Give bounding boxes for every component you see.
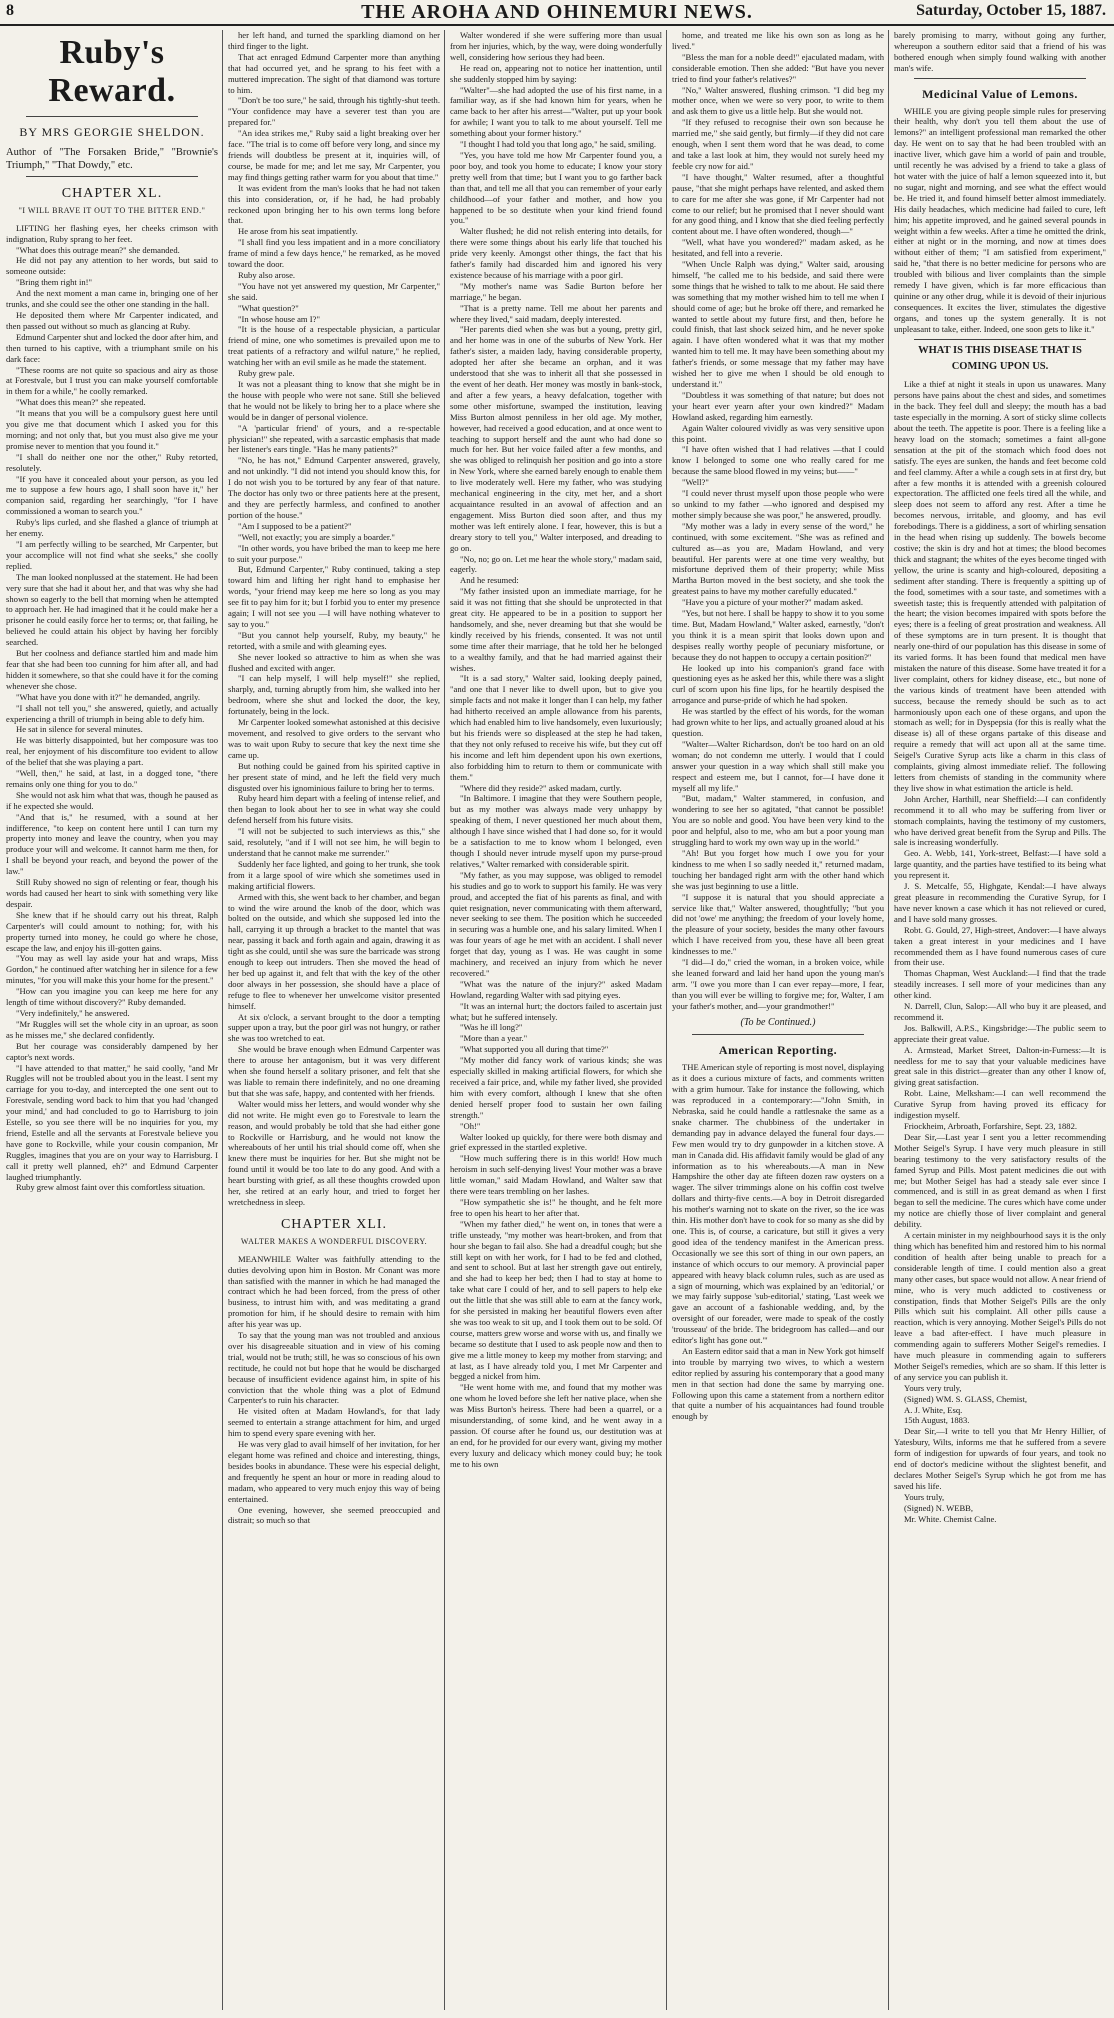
paragraph: Ruby grew almost faint over this comfortless situation.: [16, 1182, 206, 1193]
paragraph: "I thought I had told you that long ago," he said, smiling.: [460, 139, 657, 150]
paragraph: He was startled by the effect of his words, for the woman had grown white to her lips, and actually groaned aloud at his question.: [672, 706, 884, 738]
paragraph: Friockheim, Arbroath, Forfarshire, Sept. 23, 1882.: [904, 1121, 1078, 1131]
paragraph: "He went home with me, and found that my mother was one whom he loved before she left her native place, when she was Miss Burton's heiress. There had been a quarrel, or a misunderstanding, of some kind, and he went away in a passion. Of course after he found us, our destitution was at an end, for he provided for our every want, giving my mother every luxury and delicacy which money could buy; he took me to his own: [450, 1382, 662, 1469]
story-byline: BY MRS GEORGIE SHELDON.: [19, 125, 205, 139]
paragraph: "It is the house of a respectable physician, a particular friend of mine, one who sometimes is prevailed upon me to treat patients of a refractory and wilful nature," he replied, watching her with an evil smile as he made the statement.: [228, 324, 440, 368]
paragraph: "I did—I do," cried the woman, in a broken voice, while she leaned forward and laid her hand upon the young man's arm. "I owe you more than I can ever repay—more, I fear, than you will ever be willing to forgive me; for, Walter, I am your father's mother, and—your grandmother!": [672, 957, 884, 1011]
paragraph: That act enraged Edmund Carpenter more than anything that had occurred yet, and he sprang to his feet with a muttered imprecation. The sight of that diamond was torture to him.: [228, 51, 440, 95]
paragraph: "A 'particular friend' of yours, and a re-spectable physician!" she repeated, with a sarcastic emphasis that made her listener's ears tingle. "Has he many patients?": [228, 422, 440, 455]
paragraph: Mr. White. Chemist Calne.: [904, 1513, 997, 1524]
paragraph: "How can you imagine you can keep me here for any length of time without discovery?" Ruby demanded.: [6, 986, 218, 1008]
paragraph: It was evident from the man's looks that he had not taken this into consideration, or, if he had, he had probably reckoned upon bringing her to his own terms long before that.: [228, 182, 440, 226]
paragraph: N. Darrell, Clun, Salop:—All who buy it are pleased, and recommend it.: [894, 1001, 1106, 1022]
paragraph: "These rooms are not quite so spacious and airy as those at Forestvale, but I trust you can make yourself comfortable in them for a while," he coolly remarked.: [6, 364, 218, 397]
story-credits: Author of "The Forsaken Bride," "Brownie's Triumph," "That Dowdy," etc.: [6, 146, 218, 171]
paragraph: Walter looked up quickly, for there were both dismay and grief expressed in the startled expletive.: [450, 1131, 662, 1153]
paragraph: "In Baltimore. I imagine that they were Southern people, but as my mother was always made very unhappy by speaking of them, I never questioned her much about them, although I have since wished that I had done so, for it would be a satisfaction to me to know whom I belonged, even though I should never intrude myself upon my purse-proud relatives," Walter remarked with considerable spirit.: [450, 793, 662, 869]
paragraph: And the next moment a man came in, bringing one of her trunks, and she could see the other one standing in the hall.: [6, 288, 218, 310]
page-number: 8: [6, 2, 14, 19]
paragraph: But her coolness and defiance startled him and made him fear that she had been too cunning for him after all, and had hidden it somewhere, so that she could have it for the coming whenever she chose.: [6, 648, 218, 691]
paragraph: 15th August, 1883.: [904, 1415, 970, 1426]
paragraph: "I am perfectly willing to be searched, Mr Carpenter, but your accomplice will not find what she seeks," she coolly replied.: [6, 539, 218, 571]
paragraph: "How much suffering there is in this world! How much heroism in such self-denying lives! Your mother was a brave little woman," said Madam Howland, and Walter saw that there were tears trembling on her lashes.: [450, 1153, 662, 1197]
paragraph: Thomas Chapman, West Auckland:—I find that the trade steadily increases. I sell more of your medicines than any other kind.: [894, 968, 1106, 1001]
section-rule: [914, 339, 1086, 340]
paragraph: Dear Sir,—I write to tell you that Mr Henry Hillier, of Yatesbury, Wilts, informs me that he suffered from a severe form of indigestion for upwards of four years, and took no end of doctor's medicine without the slightest benefit, and declares Mother Seigel's Syrup which he got from me has saved his life.: [894, 1426, 1106, 1491]
paragraph: "In whose house am I?": [238, 313, 320, 324]
paragraph: "My mother did fancy work of various kinds; she was especially skilled in making artificial flowers, for which she received a fair price, and, while my father lived, she provided him with every comfort, although I knew that she often denied herself proper food to sustain her own failing strength.": [450, 1055, 662, 1120]
paragraph: home, and treated me like his own son as long as he lived.": [672, 30, 884, 51]
paragraph: "Doubtless it was something of that nature; but does not your heart ever yearn after your own kindred?" Madam Howland asked, regarding him earnestly.: [672, 389, 884, 422]
paragraph: Suddenly her face lighted, and going to her trunk, she took from it a large spool of wire which she sometimes used in making artificial flowers.: [228, 858, 440, 891]
paragraph: "I have thought," Walter resumed, after a thoughtful pause, "that she might perhaps have relented, and asked them to care for me after she was gone, if Mr Carpenter had not come to our relief; but he promised that I never should want for any good thing, and I know that she died feeling perfectly content about me. I have often wondered, though—": [672, 171, 884, 237]
paragraph: "No, no; go on. Let me hear the whole story," madam said, eagerly.: [450, 553, 662, 575]
paragraph: "Don't be too sure," he said, through his tightly-shut teeth. "Your confidence may have a severer test than you are prepared for.": [228, 95, 440, 128]
paragraph: "In other words, you have bribed the man to keep me here to suit your purpose.": [228, 542, 440, 564]
paragraph: "Mr Ruggles will set the whole city in an uproar, as soon as he misses me," she declared confidently.: [6, 1018, 218, 1040]
column-4: [672, 30, 884, 2010]
paragraph: "But, madam," Walter stammered, in confusion, and wondering to see her so agitated, "that cannot be possible! You are so noble and good. You have been very kind to the poor and helpful, also to me, who am but a poor young man struggling hard to work my own way up in the world.": [672, 793, 884, 848]
paragraph: He was bitterly disappointed, but her composure was too real, her enjoyment of his discomfiture too evident to allow of the belief that she was playing a part.: [6, 735, 218, 768]
paragraph: "But you cannot help yourself, Ruby, my beauty," he retorted, with a smile and with gleaming eyes.: [228, 629, 440, 651]
column-rule: [444, 30, 445, 2010]
paragraph: He deposited them where Mr Carpenter indicated, and then passed out without so much as glancing at Ruby.: [6, 309, 218, 331]
paragraph: He was very glad to avail himself of her invitation, for her elegant home was refined and choice and interesting, things, besides books in abundance. These were his especial delight, and frequently he spent an hour or more in reading aloud to madam, who appeared to very much enjoy this way of being entertained.: [228, 1439, 440, 1504]
disease-heading-2: COMING UPON US.: [951, 361, 1049, 373]
paragraph: "I have often wished that I had relatives —that I could know I belonged to some one who really cared for me because the same blood flowed in my veins; but——": [672, 444, 884, 477]
paragraph: He looked up into his companion's grand face with questioning eyes as he asked her this, while there was a slight curl of scorn upon his fine lips, for he heartily despised the arrogance and purse-pride of which he had spoken.: [672, 662, 884, 706]
column-4-body: [672, 30, 884, 1012]
paragraph: A certain minister in my neighbourhood says it is the only thing which has benefited him and restored him to his normal condition of health after being unable to preach for a considerable length of time. I could mention also a great many other cases, but space would not allow. A near friend of mine, who is very much addicted to costiveness or constipation, finds that Mother Seigel's Pills are the only Pills which suit his complaint. All other pills cause a reaction, which is very annoying. Mother Seigel's Pills do not leave a bad after-effect. I have much pleasure in commending again to sufferers Mother Seigel's remedies. I have much pleasure in commending again to sufferers Mother Seigel's remedies, which are so sham. If this letter is of any service you can publish it.: [894, 1230, 1106, 1382]
paragraph: "Oh!": [460, 1120, 481, 1131]
disease-body: [894, 379, 1106, 1524]
paragraph: At six o'clock, a servant brought to the door a tempting supper upon a tray, but the poor girl was not hungry, or rather she was too wretched to eat.: [228, 1011, 440, 1044]
paragraph: Yours very truly,: [904, 1382, 962, 1393]
paragraph: J. S. Metcalfe, 55, Highgate, Kendal:—I have always great pleasure in recommending the Curative Syrup, for I have never known a case which it has not relieved or cured, and I have sold many grosses.: [894, 881, 1106, 924]
paragraph: "What does this outrage mean?" she demanded.: [16, 244, 180, 255]
paper-title: THE AROHA AND OHINEMURI NEWS.: [361, 1, 753, 23]
paragraph: "And that is," he resumed, with a sound at her indifference, "to keep on content here until I can turn my property into money and leave the country, when you may produce your will and welcome. It cannot harm me then, for I shall be beyond your reach, and beyond the power of the law.": [6, 811, 218, 877]
masthead: [0, 0, 1114, 26]
chapter-subheading-2: WALTER MAKES A WONDERFUL DISCOVERY.: [240, 1236, 428, 1246]
paragraph: "I shall not tell you," she answered, quietly, and actually experiencing a thrill of triumph in being able to defy him.: [6, 702, 218, 724]
paragraph: "My mother was a lady in every sense of the word," he continued, with some excitement. "She was as refined and cultured as—as you are, Madam Howland, and very beautiful. Her parents were at one time very wealthy, but misfortune deprived them of their property; while Miss Martha Burton moved in the best society, and she took the greatest pains to have my mother carefully educated.": [672, 520, 884, 597]
paragraph: "What supported you all during that time?": [460, 1044, 609, 1055]
paragraph: "What question?": [238, 302, 299, 313]
column-rule: [666, 30, 667, 2010]
paragraph: "Bless the man for a noble deed!" ejaculated madam, with considerable emotion. Then she added: "But have you never tried to find your father's relatives?": [672, 51, 884, 84]
paragraph: To say that the young man was not troubled and anxious over his disagreeable situation and in view of his coming trial, would not be truth; still, he was so conscious of his own rectitude, he could not but hope that he would be discharged because of insufficient evidence against him, in spite of his conviction that the whole thing was a plot of Edmund Carpenter's to ruin his character.: [228, 1330, 440, 1406]
section-rule: [692, 1034, 864, 1035]
paragraph: He read on, appearing not to notice her inattention, until she suddenly stopped him by saying:: [450, 62, 662, 84]
paragraph: Walter wondered if she were suffering more than usual from her injuries, which, by the way, were doing wonderfully well, considering how serious they had been.: [450, 30, 662, 62]
paragraph: "You have not yet answered my question, Mr Carpenter," she said.: [228, 280, 440, 302]
disease-heading-1: WHAT IS THIS DISEASE THAT IS: [918, 344, 1082, 356]
paragraph: Jos. Balkwill, A.P.S., Kingsbridge:—The public seem to appreciate their great value.: [894, 1022, 1106, 1044]
paragraph: He sat in silence for several minutes.: [16, 724, 143, 735]
paragraph: "Have you a picture of your mother?" madam asked.: [682, 597, 863, 608]
paragraph: But her courage was considerably dampened by her captor's next words.: [6, 1040, 218, 1062]
paragraph: "Am I supposed to be a patient?": [238, 520, 352, 531]
column-2-body: [228, 30, 440, 1208]
paragraph: "Was he ill long?": [460, 1022, 523, 1033]
paragraph: "Walter"—she had adopted the use of his first name, in a familiar way, as if she had known him for years, when he came back to her after his arrest—"Walter, put up your book for awhile; I want you to talk to me about yourself. Tell me something about your former history.": [450, 84, 662, 139]
paragraph: LIFTING her flashing eyes, her cheeks crimson with indignation, Ruby sprang to her feet.: [6, 222, 218, 244]
paragraph: "It means that you will be a compulsory guest here until you give me that document which I asked you for this morning; and not only that, but you must also give me your promise never to mention that you found it.": [6, 408, 218, 451]
paragraph: "Very indefinitely," he answered.: [16, 1007, 130, 1018]
paragraph: "No," Walter answered, flushing crimson. "I did beg my mother once, when we were so very poor, to write to them and ask them to give us a little help. But she would not.: [672, 84, 884, 117]
paragraph: "Well, then," he said, at last, in a dogged tone, "there remains only one thing for you to do.": [6, 768, 218, 789]
paragraph: (Signed) WM. S. GLASS, Chemist,: [904, 1393, 1028, 1404]
column-2: [228, 30, 440, 2010]
paragraph: She never looked so attractive to him as when she was flushed and excited with anger.: [228, 651, 440, 673]
section-rule: [914, 78, 1086, 79]
paragraph: "More than a year.": [460, 1033, 528, 1044]
paragraph: "What was the nature of the injury?" asked Madam Howland, regarding Walter with sad pitying eyes.: [450, 978, 662, 1000]
paragraph: "I have attended to that matter," he said coolly, "and Mr Ruggles will not be troubled about you in the least. I sent my carriage for you to-day, and intercepted the one sent out to Forestvale, sending word back to him that you had 'changed your mind,' and had concluded to go to Harrisburg to join Estelle, so you see there will be no inquiries for you, my friend, Estelle and all the servants at Forestvale believe you have gone to Rockville, while your cousin companion, Mr Ruggles, imagines that you are on your way to Harrisburg. I call it pretty well planned, eh?" and Edmund Carpenter laughed triumphantly.: [6, 1062, 218, 1182]
paragraph: "No, he has not," Edmund Carpenter answered, gravely, and not unkindly. "I did not intend you should know this, for I do not wish you to be tortured by any fear of that nature. The doctor has only two or three patients here at the present, and they are perfectly harmless, and confined to another portion of the house.": [228, 455, 440, 520]
lemons-heading: Medicinal Value of Lemons.: [922, 86, 1078, 101]
paragraph: "I suppose it is natural that you should appreciate a service like that," Walter answered, thoughtfully; "but you did not 'owe' me anything; the freedom of your lovely home, the pleasure of your society, besides the many other favours which I have received from you, these have all been great kindnesses to me.": [672, 891, 884, 957]
paragraph: "I shall find you less impatient and in a more conciliatory frame of mind a few days hence," he remarked, as he moved toward the door.: [228, 237, 440, 270]
paragraph: "I shall do neither one nor the other," Ruby retorted, resolutely.: [6, 451, 218, 473]
paragraph: Geo. A. Webb, 141, York-street, Belfast:—I have sold a large quantity, and the parties have testified to its being what you represent it.: [894, 848, 1106, 881]
column-5: [894, 30, 1106, 2010]
paragraph: He visited often at Madam Howland's, for that lady seemed to entertain a strange attachment for him, and urged him to spend every spare evening with her.: [228, 1406, 440, 1439]
column-rule: [222, 30, 223, 2010]
paragraph: It was not a pleasant thing to know that she might be in the house with people who were not sane. Still she believed that he would not be likely to bring her to a place where she would be in danger of personal violence.: [228, 379, 440, 422]
paragraph: "Yes, but not here. I shall be happy to show it to you some time. But, Madam Howland," Walter asked, earnestly, "don't you think it is a mean spirit that looks down upon and despises really worthy people of pecuniary misfortune, or because they do not happen to occupy a certain position?": [672, 608, 884, 662]
paragraph: Ruby grew pale.: [238, 368, 295, 379]
paragraph: An Eastern editor said that a man in New York got himself into trouble by marrying two wives, to which a western editor replied by assuring his contemporary that a good many men in that section had done the same by marrying one. Following upon this came a statement from a northern editor that quite a number of his acquaintances had found trouble enough by: [672, 1345, 884, 1422]
paragraph: "Well, not exactly; you are simply a boarder.": [238, 531, 395, 542]
paragraph: She would be brave enough when Edmund Carpenter was there to arouse her antagonism, but it was very different when she found herself a solitary prisoner, and felt that she was liable to remain there indefinitely, and no one dreaming but that she was safe, happy, and contented with her friends.: [228, 1044, 440, 1098]
paragraph: "Her parents died when she was but a young, pretty girl, and her home was in one of the suburbs of New York. Her father's sister, a maiden lady, having considerable property, adopted her after she became an orphan, and it was understood that she was to inherit all that she possessed in the event of her death. Her money was mostly in bank-stock, and after a few years, a heavy defalcation, together with some other misfortune, swamped the institution, leaving Miss Burton almost penniless in her old age. My mother, however, had received a good education, and at once went to teaching to support herself and the aunt who had done so much for her. But her voice failed after a few months, and she was obliged to relinquish her position and go into a store in New York, where she earned barely enough to enable them to live moderately well. Here my father, who was studying mechanical engineering in the city, met her, and a short acquaintance resulted in an avowal of affection and an engagement. Miss Burton died soon after, and thus my mother was left entirely alone. I fear, however, this is but a dreary story to tell you," Walter interposed, and dreading to go on.: [450, 324, 662, 553]
paragraph: "That is a pretty name. Tell me about her parents and where they lived," said madam, deeply interested.: [450, 302, 662, 324]
column-5-top: barely promising to marry, without going any further, whereupon a southern editor said that a friend of his was bothered enough when simply found walking with another man's wife.: [894, 30, 1106, 73]
issue-date: Saturday, October 15, 1887.: [916, 2, 1106, 19]
paragraph: Armed with this, she went back to her chamber, and began to wind the wire around the knob of the door, which was bolted on the outside, and which she supposed led into the hall, carrying it up through a bracket to the mantel that was near, passing it back and forth again and again, drawing it as tight as she could, until she was sure the barricade was strong enough to keep out intruders. Then she moved the head of her bed up against it, and felt that with the key of the other door always in her possession, she should have a place of refuge to flee to whenever her unwelcome visitor presented himself.: [228, 891, 440, 1011]
paragraph: THE American style of reporting is most novel, displaying as it does a curious mixture of facts, and comments written with a grim humour. Take for instance the following, which was reproduced in a contemporary:—"John Smith, in Nebraska, said he could handle a rattlesnake the same as a snake charmer. The chubbiness of the undertaker in demanding pay in advance delayed the funeral four days.—Few men would try to dry gunpowder in a kitchen stove. A man in Canada did. His affidavit family would be glad of any information as to his whereabouts.—A man in New Hampshire the other day ate fifteen dozen raw oysters on a wager. The silver trimmings alone on his coffin cost twelve dollars and thirty-five cents.—A boy in Detroit disregarded his mother's warning not to skate on the river, so the ice was thin. His mother don't have to cook for so many as she did by one. This is, of course, a caricature, but still it gives a very good idea of the tendency manifest in the American press. Occasionally we see this sort of thing in our own papers, an instance of which occurs to our memory. A provincial paper appeared with heavy black column rules, such as are used as a sign of mourning, which was explained by an 'editorial,' or we may fairly suppose 'sub-editorial,' stating, 'Last week we gave an account of a fashionable wedding, and, by the oversight of our foreader, were made to speak of the costly 'trousseau' of the bride. The bridegroom has called—and our editor's light has gone out.'": [672, 1062, 884, 1346]
paragraph: Robt. Laine, Melksham:—I can well recommend the Curative Syrup from having proved its efficacy for indigestion myself.: [894, 1088, 1106, 1121]
paragraph: "It was an internal hurt; the doctors failed to ascertain just what; but he suffered intensely.: [450, 1000, 662, 1022]
paragraph: "An idea strikes me," Ruby said a light breaking over her face. "The trial is to come off before very long, and since my friends will doubtless be present at it, inquiries will, of course, be made for me; and let me say, Mr Carpenter, you may find things getting rather warm for you about that time.": [228, 128, 440, 182]
paragraph: Walter flushed; he did not relish entering into details, for there were some things about his early life that touched his pride very keenly. Amongst other things, the fact that his father's family had discarded him and ignored his very existence because of his marriage with a poor girl.: [450, 226, 662, 280]
paragraph: "Walter—Walter Richardson, don't be too hard on an old woman; do not condemn me utterly. I would that I could answer your question in a way which shall still make you respect and esteem me, but I cannot, for—I have done it myself all my life.": [672, 738, 884, 793]
paragraph: "What does this mean?" she repeated.: [16, 397, 146, 408]
paragraph: "Ah! But you forget how much I owe you for your kindness to me when I so sadly needed it," returned madam, touching her bandaged right arm with the other hand which she was just beginning to use a little.: [672, 847, 884, 891]
story-title: Ruby's Reward.: [48, 34, 176, 109]
chapter-subheading: "I WILL BRAVE IT OUT TO THE BITTER END.": [18, 205, 206, 215]
paragraph: But nothing could be gained from his spirited captive in her present state of mind, and he left the field very much disgusted over his ignominious failure to bring her to terms.: [228, 760, 440, 793]
paragraph: "You may as well lay aside your hat and wraps, Miss Gordon," he continued after watching her in silence for a few minutes, "for you will make this your home for the present.": [6, 953, 218, 986]
paragraph: Yours truly,: [904, 1491, 945, 1502]
column-2b-body: [228, 1254, 440, 1527]
paragraph: "Well, what have you wondered?" madam asked, as he hesitated, and fell into a reverie.: [672, 237, 884, 259]
paragraph: And he resumed:: [460, 575, 519, 586]
chapter-heading: CHAPTER XL.: [61, 185, 163, 201]
paragraph: John Archer, Harthill, near Sheffield:—I can confidently recommend it to all who may be suffering from liver or stomach complaints, having the testimony of my customers, who have derived great benefit from the Syrup and Pills. The sale is increasing wonderfully.: [894, 793, 1106, 848]
column-3-body: [450, 30, 662, 1470]
paragraph: Mr Carpenter looked somewhat astonished at this decisive movement, and resolved to give orders to the servant who was to wait upon Ruby to secure that key the next time she came up.: [228, 717, 440, 760]
paragraph: "I could never thrust myself upon those people who were so unkind to my father —who ignored and despised my mother simply because she was poor," he answered, proudly.: [672, 488, 884, 520]
paragraph: Edmund Carpenter shut and locked the door after him, and then turned to his captive, with a triumphant smile on his dark face:: [6, 331, 218, 364]
paragraph: "Bring them right in!": [16, 277, 92, 288]
paragraph: "If you have it concealed about your person, as you led me to suppose a few hours ago, I shall soon have it," her companion said, regarding her searchingly, "for I have commissioned a woman to search you.": [6, 473, 218, 517]
paragraph: Walter would miss her letters, and would wonder why she did not write. He might even go to Forestvale to learn the reason, and would probably be told that she had either gone to Rockville or Harrisburg, and he would not know the whereabouts of her until his trial should come off, when she knew there must be inquiries for her. But she might not be found until it would be too late to do any good. And with a heart bursting with grief, as all these thoughts crowded upon her, she retired at an early hour, and tried to forget her wretchedness in sleep.: [228, 1098, 440, 1207]
paragraph: He arose from his seat impatiently.: [238, 226, 358, 237]
paragraph: "My father, as you may suppose, was obliged to remodel his studies and go to work to support his family. He was very proud, and accepted the fiat of his parents as final, and with quiet resignation, never communicating with them afterward, never seeking to see them. The position which he succeeded in securing was a humble one, and his salary limited. When I was four years of age he met with an accident. I shall never forget that day, young as I was. He was caught in some machinery, and received an injury from which he never recovered.": [450, 869, 662, 978]
title-rule: [26, 116, 198, 117]
paragraph: "When Uncle Ralph was dying," Walter said, arousing himself, "he called me to his bedside, and said there were some things that he wished to talk to me about. He said there was something that my mother wished him to tell me when I should come of age; but he broke off there, and remarked he wanted to settle about my future first, and then, before he could finish, that last shock seized him, and he never spoke again. I have often wondered what it was that my mother wanted him to tell me. It may have been something about my father's friends, or some message that my father may have wished her to give me when I should be old enough to understand it.": [672, 259, 884, 389]
chapter-heading-2: CHAPTER XLI.: [280, 1216, 388, 1232]
paragraph: But, Edmund Carpenter," Ruby continued, taking a step toward him and lifting her right hand to emphasise her words, "your friend may keep me here so long as you may see fit to pay him for it; but I forbid you to enter my presence again; I will not see you —I will have nothing whatever to say to you.": [228, 564, 440, 629]
american-reporting-body: [672, 1062, 884, 1422]
american-reporting-heading: American Reporting.: [718, 1043, 838, 1058]
paragraph: She would not ask him what that was, though he paused as if he expected she would.: [6, 789, 218, 811]
column-rule: [888, 30, 889, 2010]
lemons-text: WHILE you are giving people simple rules for preserving their health, why don't you tell them about the use of lemons?" an intelligent professional man remarked the other day. He went on to say that he had been troubled with an inactive liver, which gave him a world of pain and trouble, until recently he was advised by a friend to take a glass of hot water with the juice of half a lemon squeezed into it, but no sugar, night and morning, and see what the effect would be. He tried it, and found himself better almost immediately. His daily headaches, which medicine had failed to cure, left him; his appetite improved, and he gained several pounds in weight within a few weeks. After a time he omitted the drink, either at night or in the morning, and now at times does without either of them; "I am satisfied from experiment," said he, "that there is no better medicine for persons who are troubled with bilious and liver complaints than the simple remedy I have given, which is far more efficacious than quinine or any other drug, while it is devoid of their injurious consequences. It excites the liver, stimulates the digestive organs, and tones up the system generally. It is not unpleasant to take, either. Indeed, one soon gets to like it.": [894, 105, 1106, 334]
paragraph: (Signed) N. WEBB,: [904, 1502, 974, 1513]
paragraph: "Where did they reside?" asked madam, curtly.: [460, 782, 622, 793]
credits-rule: [26, 176, 198, 177]
paragraph: He did not pay any attention to her words, but said to someone outside:: [6, 255, 218, 277]
to-be-continued: (To be Continued.): [740, 1016, 816, 1028]
paragraph: Ruby heard him depart with a feeling of intense relief, and then began to look about her to see in what way she could defend herself from his future visits.: [228, 793, 440, 826]
paragraph: "How sympathetic she is!" he thought, and he felt more free to open his heart to her after that.: [450, 1196, 662, 1218]
paragraph: One evening, however, she seemed preoccupied and distrait; so much so that: [228, 1504, 440, 1526]
paragraph: "When my father died," he went on, in tones that were a trifle unsteady, "my mother was heart-broken, and from that hour she began to fail also. She had a dreadful cough; but she still kept on with her work, for I had to be fed and clothed, and sent to school. But at last her strength gave out entirely, and she had to keep her bed; then I had to stay at home to take what care I could of her, and to sell papers to help eke out the little that she was still able to earn at the fancy work, for she persisted in making her beautiful flowers even after she was too weak to sit up, and I took them out to be sold. Of course, matters grew worse and worse with us, and finally we became so destitute that I used to ask people now and then to give me a little money to keep my mother from starving; and at last, as I have already told you, I met Mr Carpenter and begged a nickel from him.: [450, 1218, 662, 1382]
paragraph: Ruby also arose.: [238, 269, 296, 280]
paragraph: Ruby's lips curled, and she flashed a glance of triumph at her enemy.: [6, 517, 218, 539]
paragraph: The man looked nonplussed at the statement. He had been very sure that she had it about her, and that was why she had shown so eagerly to the bell that morning when he attempted to approach her. He had imagined that it he could make her a prisoner he could easily force her to terms; or, that failing, he believed he could attain his object by having her forcibly searched.: [6, 571, 218, 648]
paragraph: "What have you done with it?" he demanded, angrily.: [16, 691, 201, 702]
paragraph: "I can help myself, I will help myself!" she replied, sharply, and, turning abruptly from him, she walked into her bedroom, where she shut and locked the door, the key, fortunately, being in the lock.: [228, 673, 440, 717]
paragraph: her left hand, and turned the sparkling diamond on her third finger to the light.: [228, 30, 440, 51]
paragraph: Dear Sir,—Last year I sent you a letter recommending Mother Seigel's Syrup. I have very much pleasure in still bearing testimony to the very satisfactory results of the famed Syrup and Pills. Most patent medicines die out with me; but Mother Seigel has had a steady sale ever since I commenced, and is still in as great demand as when I first began to sell the medicine. The cures which have come under my notice are chiefly those of liver complaint and general debility.: [894, 1131, 1106, 1230]
paragraph: A. J. White, Esq.: [904, 1404, 963, 1415]
paragraph: "My mother's name was Sadie Burton before her marriage," he began.: [450, 280, 662, 302]
paragraph: Still Ruby showed no sign of relenting or fear, though his words had caused her heart to sink with something very like despair.: [6, 877, 218, 909]
paragraph: "It is a sad story," Walter said, looking deeply pained, "and one that I never like to dwell upon, but to give you simple facts and not make it longer than I can help, my father had hitherto received an ample allowance from his parents, which had enabled him to live handsomely, even luxuriously; but his friends were so displeased at the step he had taken, that they not only refused to receive his wife, but they cut off his income and left him dependent upon his own exertions, also forbidding him to return to them or communicate with them.": [450, 673, 662, 782]
paragraph: "I will not be subjected to such interviews as this," she said, resolutely, "and if I will not see him, he will begin to understand that he cannot make me surrender.": [228, 826, 440, 858]
column-1-body: [6, 223, 218, 1194]
paragraph: "If they refused to recognise their own son because he married me," she said gently, but firmly—if they did not care enough, when I sent them word that he was dead, to come and take a last look at him, they would not surely heed my feeble cry now for aid.": [672, 117, 884, 171]
paragraph: Again Walter coloured vividly as was very sensitive upon this point.: [672, 422, 884, 444]
paragraph: She knew that if he should carry out his threat, Ralph Carpenter's will could amount to nothing; for, with his property turned into money, he could go where he chose, escape the law, and enjoy his ill-gotten gains.: [6, 909, 218, 953]
paragraph: MEANWHILE Walter was faithfully attending to the duties devolving upon him in Boston. Mr Conant was more than satisfied with the manner in which he had managed the contract which he had been forced, from the press of other business, to intrust him with, and was meditating a grand promotion for him, if he should desire to remain with him after his year was up.: [228, 1253, 440, 1330]
paragraph: Robt. G. Gould, 27, High-street, Andover:—I have always taken a great interest in your medicines and I have recommended them as I have found numerous cases of cure from their use.: [894, 924, 1106, 968]
paragraph: "Yes, you have told me how Mr Carpenter found you, a poor boy, and took you home to educate; I know your story pretty well from that time; but I want you to go farther back than that, and tell me all that you can remember of your early childhood—of your father and mother, and how you happened to be so destitute when your kind friend found you.": [450, 149, 662, 226]
paragraph: A. Armstead, Market Street, Dalton-in-Furness:—It is needless for me to say that your valuable medicines have great sale in this district—greater than any other I know of, giving great satisfaction.: [894, 1044, 1106, 1088]
column-3: [450, 30, 662, 2010]
paragraph: Like a thief at night it steals in upon us unawares. Many persons have pains about the chest and sides, and sometimes in the back. They feel dull and sleepy; the mouth has a bad taste especially in the morning. A sort of sticky slime collects about the teeth. The appetite is poor. There is a feeling like a heavy load on the stomach; sometimes a faint all-gone sensation at the pit of the stomach which food does not satisfy. The eyes are sunken, the hands and feet become cold and feel clammy. After a while a cough sets in at first dry, but after a few months it is attended with a greenish coloured expectoration. The afflicted one feels tired all the while, and sleep does not seem to afford any rest. After a time he becomes nervous, irritable, and gloomy, and has evil forebodings. There is a giddiness, a sort of whirling sensation in the head when rising up suddenly. The bowels become costive; the skin is dry and hot at times; the blood becomes thick and stagnant; the whites of the eyes become tinged with yellow, the urine is scanty and high-coloured, depositing a sediment after standing. There is frequently a spitting up of the food, sometimes with a sour taste, and sometimes with a sweetish taste; this is frequently attended with palpitation of the heart; the vision becomes impaired with spots before the eyes; there is a feeling of great prostration and weakness. All of these symptoms are in turn present. It is thought that nearly one-third of our population has this disease in some of its varied forms. It has been found that medical men have mistaken the nature of this disease. Some have treated it for a liver complaint, others for kidney disease, etc., but none of the various kinds of treatment have been attended with success, because the remedy should be such as to act harmoniously upon each one of these organs, and upon the stomach as well; for in Dyspepsia (for this is really what the disease is) all of these organs partake of this disease and require a remedy that will act upon all at the same time. Seigel's Curative Syrup acts like a charm in this class of complaints, giving almost immediate relief. The following letters from chemists of standing in the community where they live show in what estimation the article is held.: [894, 379, 1106, 793]
column-1: [6, 30, 218, 2010]
paragraph: "Well?": [682, 477, 709, 488]
paragraph: "My father insisted upon an immediate marriage, for he said it was not fitting that she should be unprotected in that great city. He appeared to be in a position to support her handsomely, and she, never dreaming but that she would be kindly received by his friends, consented. It was not until some time after their marriage, that he told her he belonged to a wealthy family, and that he had married against their wishes.: [450, 586, 662, 673]
